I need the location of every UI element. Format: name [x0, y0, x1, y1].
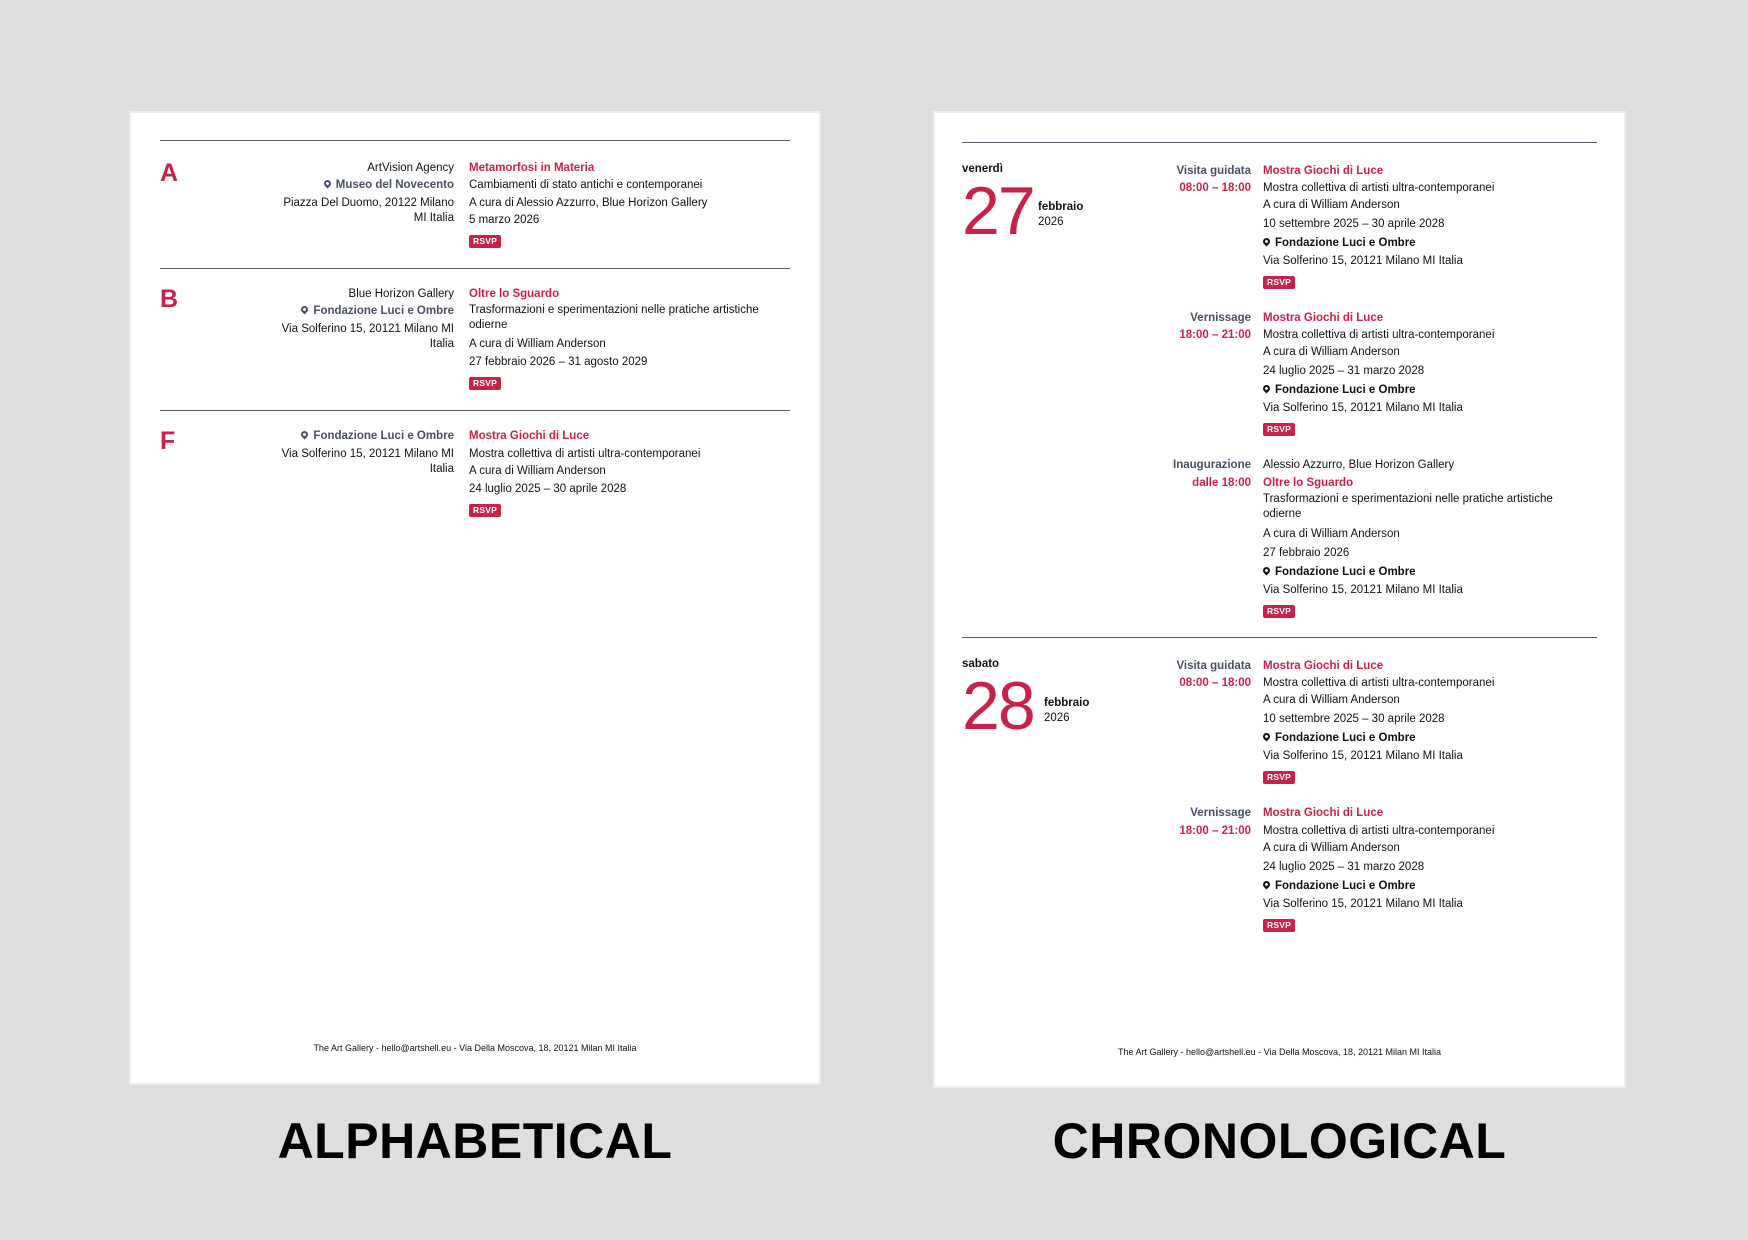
- curator: A cura di William Anderson: [1263, 199, 1400, 211]
- curator: A cura di William Anderson: [469, 465, 606, 477]
- organizer: ArtVision Agency: [367, 162, 454, 174]
- rsvp-button[interactable]: RSVP: [469, 504, 501, 517]
- curator: A cura di William Anderson: [1263, 694, 1400, 706]
- alphabetical-page: [131, 113, 819, 1083]
- event-subtitle: Trasformazioni e sperimentazioni nelle pratiche artistiche odierne: [469, 304, 759, 331]
- divider: [962, 142, 1597, 143]
- rsvp-button[interactable]: RSVP: [1263, 919, 1295, 932]
- event-title[interactable]: Oltre lo Sguardo: [469, 288, 560, 300]
- event-title[interactable]: Mostra Giochi di Luce: [1263, 312, 1384, 324]
- weekday: venerdì: [962, 163, 1003, 175]
- divider: [160, 268, 790, 269]
- venue[interactable]: Fondazione Luci e Ombre: [301, 303, 454, 319]
- rsvp-button[interactable]: RSVP: [1263, 423, 1295, 436]
- curator: A cura di Alessio Azzurro, Blue Horizon Gallery: [469, 197, 708, 209]
- address: Via Solferino 15, 20121 Milano MI Italia: [1263, 584, 1463, 596]
- month: febbraio: [1044, 697, 1090, 709]
- address-line: Italia: [429, 463, 454, 475]
- event-dates: 24 luglio 2025 – 31 marzo 2028: [1263, 861, 1425, 873]
- index-letter: F: [160, 427, 176, 455]
- rsvp-button[interactable]: RSVP: [1263, 276, 1295, 289]
- caption-alphabetical: ALPHABETICAL: [277, 1113, 673, 1169]
- event-title[interactable]: Mostra Giochi di Luce: [469, 430, 590, 442]
- event-time: dalle 18:00: [1192, 477, 1251, 489]
- page-footer: The Art Gallery - hello@artshell.eu - Via Della Moscova, 18, 20121 Milan MI Italia: [313, 1043, 637, 1053]
- map-pin-icon: [1262, 732, 1272, 742]
- venue[interactable]: Fondazione Luci e Ombre: [1263, 878, 1416, 894]
- venue[interactable]: Fondazione Luci e Ombre: [1263, 382, 1416, 398]
- venue[interactable]: Fondazione Luci e Ombre: [1263, 730, 1416, 746]
- address: Via Solferino 15, 20121 Milano MI Italia: [1263, 402, 1463, 414]
- event-time: 08:00 – 18:00: [1179, 182, 1251, 194]
- curator: A cura di William Anderson: [1263, 842, 1400, 854]
- event-subtitle: Mostra collettiva di artisti ultra-contemporanei: [1263, 825, 1495, 837]
- event-subtitle: Mostra collettiva di artisti ultra-contemporanei: [1263, 677, 1495, 689]
- divider: [962, 637, 1597, 638]
- event-subtitle: Mostra collettiva di artisti ultra-contemporanei: [1263, 329, 1495, 341]
- event-dates: 10 settembre 2025 – 30 aprile 2028: [1263, 713, 1445, 725]
- weekday: sabato: [962, 658, 1000, 670]
- index-letter: B: [160, 285, 179, 313]
- address-line: MI Italia: [413, 212, 454, 224]
- event-title[interactable]: Metamorfosi in Materia: [469, 162, 595, 174]
- event-dates: 24 luglio 2025 – 30 aprile 2028: [469, 483, 627, 495]
- rsvp-button[interactable]: RSVP: [469, 377, 501, 390]
- event-title[interactable]: Oltre lo Sguardo: [1263, 477, 1354, 489]
- organizer: Alessio Azzurro, Blue Horizon Gallery: [1263, 459, 1455, 471]
- venue[interactable]: Fondazione Luci e Ombre: [301, 428, 454, 444]
- rsvp-button[interactable]: RSVP: [469, 235, 501, 248]
- page-footer: The Art Gallery - hello@artshell.eu - Via Della Moscova, 18, 20121 Milan MI Italia: [1117, 1047, 1442, 1057]
- event-time: 18:00 – 21:00: [1179, 825, 1251, 837]
- map-pin-icon: [1262, 566, 1272, 576]
- event-subtitle: Mostra collettiva di artisti ultra-contemporanei: [469, 448, 701, 460]
- rsvp-button[interactable]: RSVP: [1263, 771, 1295, 784]
- organizer: Blue Horizon Gallery: [348, 288, 454, 300]
- event-time: 18:00 – 21:00: [1179, 329, 1251, 341]
- map-pin-icon: [1262, 237, 1272, 247]
- event-type: Inaugurazione: [1173, 459, 1251, 471]
- map-pin-icon: [1262, 384, 1272, 394]
- event-dates: 27 febbraio 2026 – 31 agosto 2029: [469, 356, 648, 368]
- day-number: 28: [962, 668, 1034, 744]
- map-pin-icon: [300, 430, 310, 440]
- event-subtitle: Cambiamenti di stato antichi e contemporanei: [469, 179, 703, 191]
- chronological-page: [935, 113, 1624, 1086]
- event-subtitle: Trasformazioni e sperimentazioni nelle pratiche artistiche odierne: [1263, 493, 1553, 520]
- event-subtitle: Mostra collettiva di artisti ultra-contemporanei: [1263, 182, 1495, 194]
- address: Via Solferino 15, 20121 Milano MI Italia: [1263, 255, 1463, 267]
- venue[interactable]: Fondazione Luci e Ombre: [1263, 235, 1416, 251]
- caption-chronological: CHRONOLOGICAL: [1052, 1113, 1507, 1169]
- event-title[interactable]: Mostra Giochi di Luce: [1263, 165, 1384, 177]
- event-type: Vernissage: [1190, 312, 1251, 324]
- event-type: Visita guidata: [1176, 165, 1251, 177]
- address: Via Solferino 15, 20121 Milano MI Italia: [1263, 898, 1463, 910]
- divider: [160, 140, 790, 141]
- event-dates: 10 settembre 2025 – 30 aprile 2028: [1263, 218, 1445, 230]
- divider: [160, 410, 790, 411]
- address-line: Piazza Del Duomo, 20122 Milano: [283, 197, 454, 209]
- address-line: Via Solferino 15, 20121 Milano MI: [281, 323, 454, 335]
- map-pin-icon: [1262, 880, 1272, 890]
- address-line: Via Solferino 15, 20121 Milano MI: [281, 448, 454, 460]
- venue[interactable]: Fondazione Luci e Ombre: [1263, 564, 1416, 580]
- day-number: 27: [962, 173, 1034, 249]
- event-time: 08:00 – 18:00: [1179, 677, 1251, 689]
- curator: A cura di William Anderson: [1263, 346, 1400, 358]
- event-title[interactable]: Mostra Giochi di Luce: [1263, 807, 1384, 819]
- curator: A cura di William Anderson: [1263, 528, 1400, 540]
- event-dates: 5 marzo 2026: [469, 214, 540, 226]
- year: 2026: [1044, 712, 1070, 724]
- map-pin-icon: [300, 305, 310, 315]
- curator: A cura di William Anderson: [469, 338, 606, 350]
- year: 2026: [1038, 216, 1064, 228]
- event-type: Visita guidata: [1176, 660, 1251, 672]
- index-letter: A: [160, 159, 179, 187]
- map-pin-icon: [322, 179, 332, 189]
- month: febbraio: [1038, 201, 1084, 213]
- rsvp-button[interactable]: RSVP: [1263, 605, 1295, 618]
- event-dates: 27 febbraio 2026: [1263, 547, 1350, 559]
- event-type: Vernissage: [1190, 807, 1251, 819]
- address: Via Solferino 15, 20121 Milano MI Italia: [1263, 750, 1463, 762]
- event-title[interactable]: Mostra Giochi di Luce: [1263, 660, 1384, 672]
- address-line: Italia: [429, 338, 454, 350]
- event-dates: 24 luglio 2025 – 31 marzo 2028: [1263, 365, 1425, 377]
- venue[interactable]: Museo del Novecento: [324, 177, 454, 193]
